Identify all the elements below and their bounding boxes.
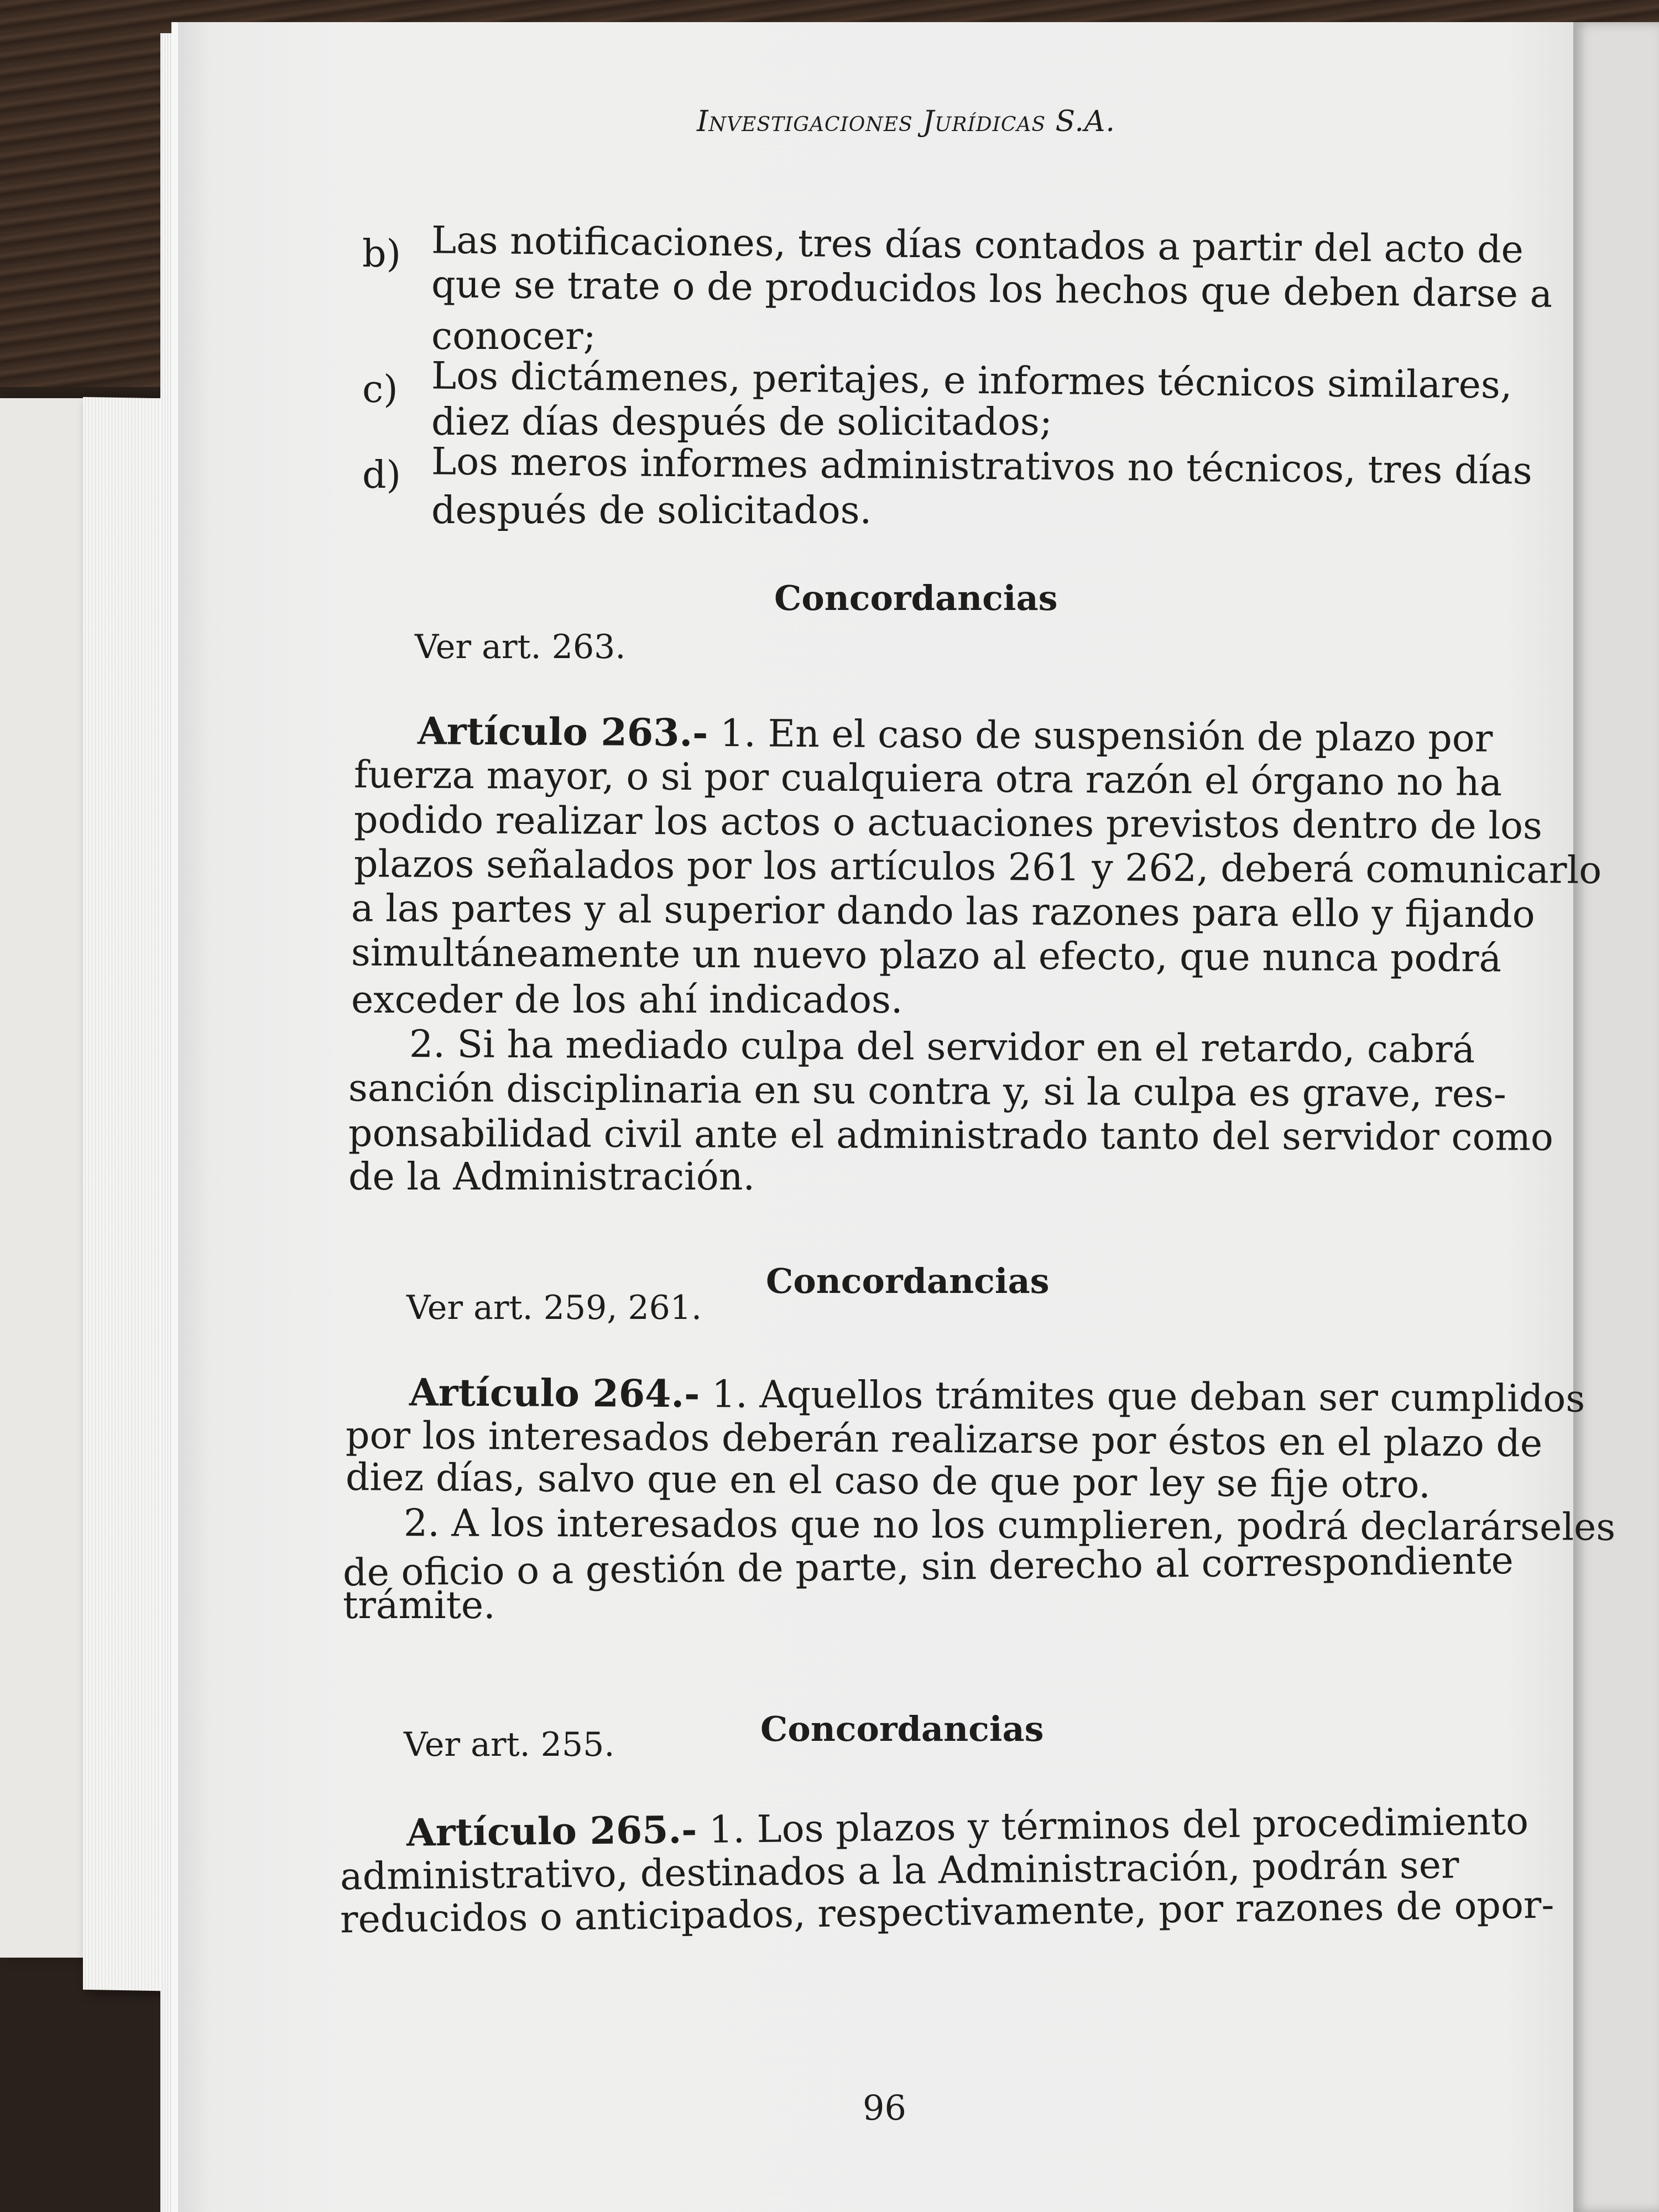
text-line: plazos señalados por los artículos 261 y 262, deberá comunicarlo bbox=[353, 842, 1602, 893]
text-line: Los meros informes administrativos no técnicos, tres días bbox=[431, 440, 1533, 493]
text-line: Los dictámenes, peritajes, e informes técnicos similares, bbox=[431, 354, 1512, 408]
section-heading: Concordancias bbox=[760, 1709, 1044, 1749]
cross-reference: Ver art. 263. bbox=[415, 628, 626, 666]
text-line: que se trate o de producidos los hechos que deben darse a bbox=[431, 263, 1553, 316]
running-head: Investigaciones Jurídicas S.A. bbox=[697, 105, 1115, 138]
text-line: sanción disciplinaria en su contra y, si la culpa es grave, res- bbox=[348, 1066, 1507, 1117]
text-line: trámite. bbox=[343, 1584, 495, 1627]
text-line: por los interesados deberán realizarse por éstos en el plazo de bbox=[345, 1413, 1543, 1466]
page-number: 96 bbox=[863, 2088, 906, 2128]
text-line: de la Administración. bbox=[348, 1155, 755, 1199]
text-line: podido realizar los actos o actuaciones previstos dentro de los bbox=[353, 798, 1543, 848]
text-line: Las notificaciones, tres días contados a partir del acto de bbox=[431, 218, 1524, 272]
article-label: Artículo 264.- bbox=[409, 1370, 700, 1417]
section-heading: Concordancias bbox=[774, 578, 1058, 618]
article-text: 1. Aquellos trámites que deban ser cumplidos bbox=[700, 1373, 1585, 1421]
text-line: fuerza mayor, o si por cualquiera otra razón el órgano no ha bbox=[353, 753, 1503, 805]
text-line: administrativo, destinados a la Administración, podrán ser bbox=[340, 1843, 1459, 1899]
text-line: después de solicitados. bbox=[431, 489, 872, 533]
text-line: a las partes y al superior dando las razones para ello y fijando bbox=[351, 886, 1535, 937]
article-label: Artículo 265.- bbox=[406, 1808, 697, 1855]
list-item-letter: b) bbox=[362, 232, 401, 276]
list-item-letter: c) bbox=[362, 368, 398, 411]
text-line: diez días después de solicitados; bbox=[431, 400, 1052, 444]
text-line: 2. A los interesados que no los cumplieren, podrá declarárseles bbox=[403, 1501, 1616, 1550]
article-first-line bbox=[417, 709, 1493, 761]
cross-reference: Ver art. 259, 261. bbox=[406, 1288, 702, 1327]
text-line: conocer; bbox=[431, 315, 596, 358]
article-text: 1. En el caso de suspensión de plazo por bbox=[708, 711, 1493, 761]
text-line: simultáneamente un nuevo plazo al efecto, que nunca podrá bbox=[351, 931, 1502, 981]
article-label: Artículo 263.- bbox=[417, 709, 708, 755]
text-line: de oficio o a gestión de parte, sin derecho al correspondiente bbox=[342, 1538, 1514, 1595]
text-line: exceder de los ahí indicados. bbox=[351, 978, 903, 1022]
list-item-letter: d) bbox=[362, 453, 401, 497]
text-line: 2. Si ha mediado culpa del servidor en el retardo, cabrá bbox=[409, 1022, 1475, 1072]
article-first-line bbox=[409, 1370, 1585, 1421]
section-heading: Concordancias bbox=[766, 1261, 1050, 1301]
cross-reference: Ver art. 255. bbox=[404, 1725, 615, 1764]
text-line: reducidos o anticipados, respectivamente, por razones de opor- bbox=[340, 1883, 1554, 1942]
text-line: diez días, salvo que en el caso de que por ley se fije otro. bbox=[345, 1455, 1431, 1507]
text-line: ponsabilidad civil ante el administrado tanto del servidor como bbox=[348, 1112, 1554, 1160]
article-text: 1. Los plazos y términos del procedimiento bbox=[696, 1799, 1529, 1853]
